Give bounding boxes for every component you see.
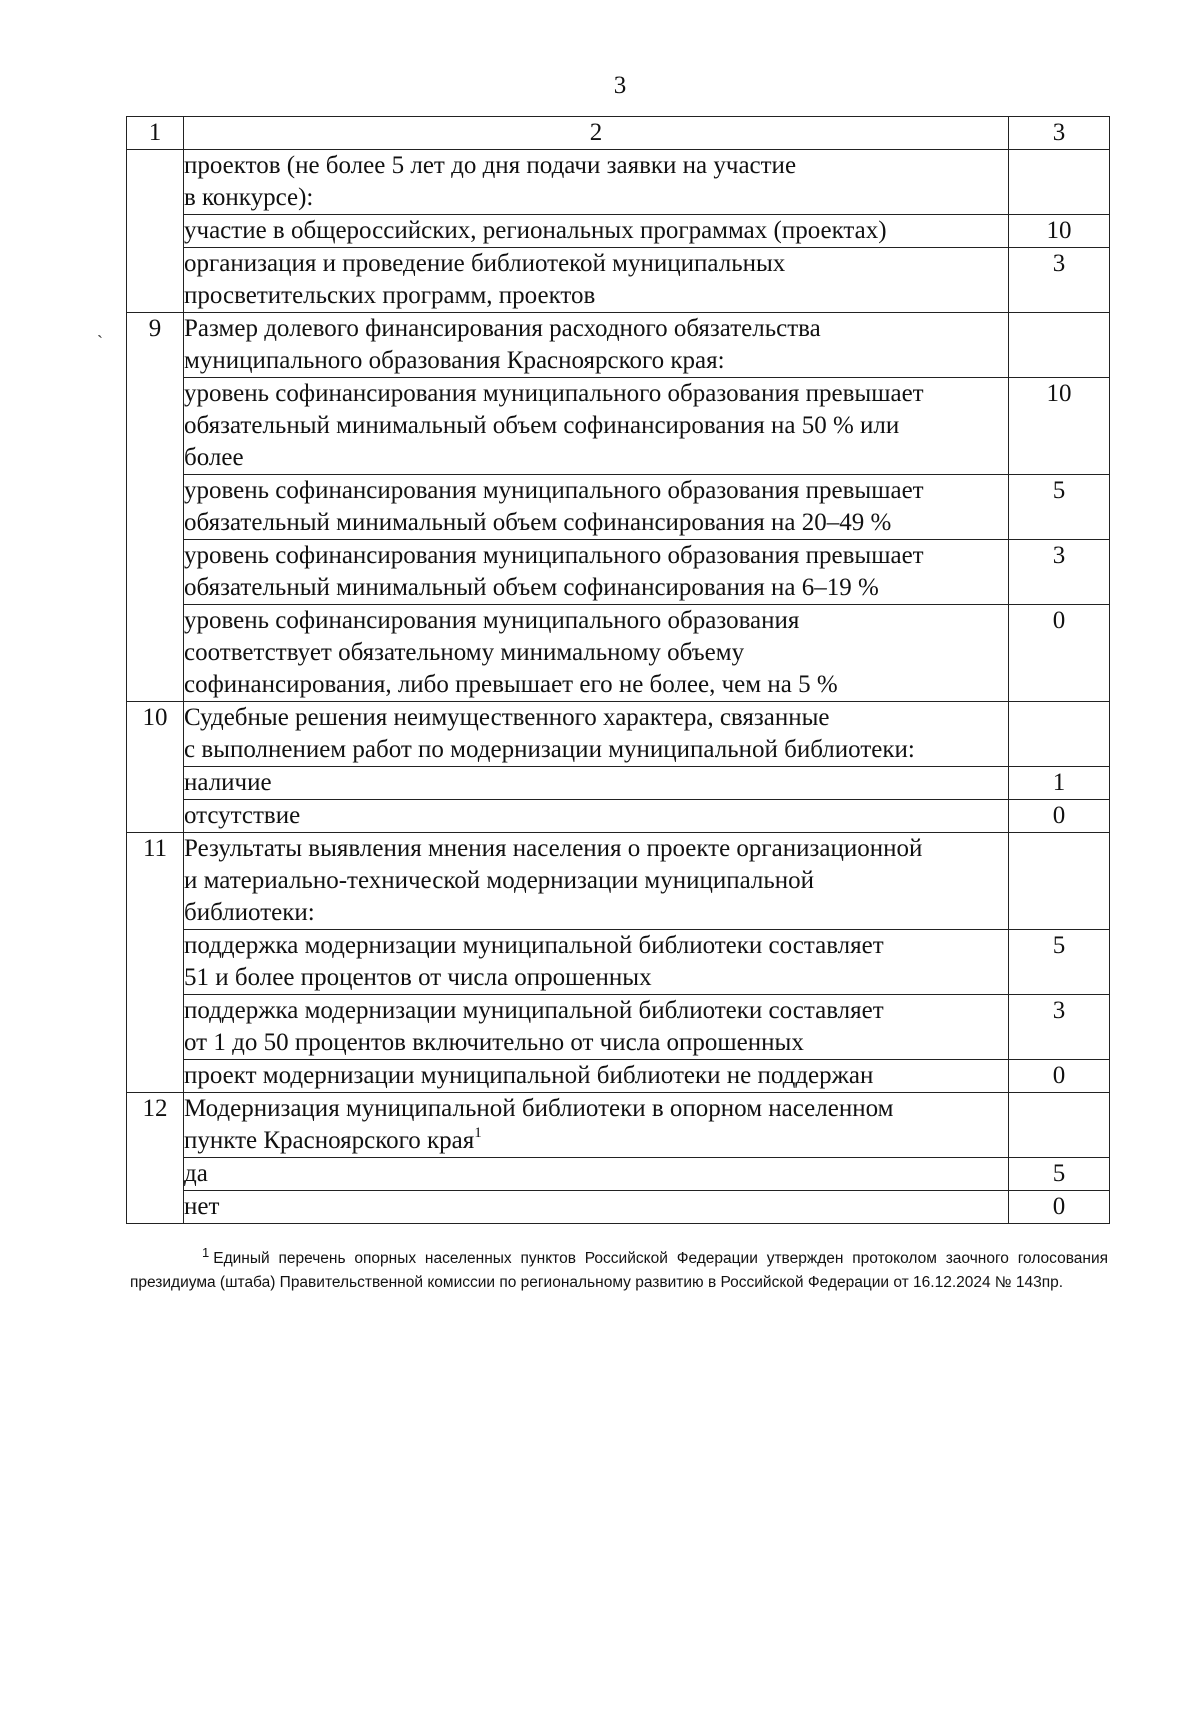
criterion-text: Размер долевого финансирования расходного обязательства муниципального образования Красноярского края: (184, 313, 1009, 378)
criterion-text: организация и проведение библиотекой муниципальных просветительских программ, проектов (184, 248, 1009, 313)
table-header-row (127, 117, 1110, 150)
criterion-text: уровень софинансирования муниципального образования соответствует обязательному минимальному объему софинансирования, либо превышает его не более, чем на 5 % (184, 605, 1009, 702)
header-col-3: 3 (1009, 117, 1110, 150)
margin-mark: ˏ (97, 318, 103, 338)
row-number: 11 (127, 833, 184, 1093)
table-row (127, 800, 1110, 833)
criterion-text: уровень софинансирования муниципального образования превышает обязательный минимальный объем софинансирования на 50 % или более (184, 378, 1009, 475)
table-row (127, 930, 1110, 995)
score-cell: 3 (1009, 540, 1110, 605)
table-row (127, 215, 1110, 248)
footnote-reference: 1 (474, 1124, 482, 1141)
row-number (127, 150, 184, 313)
score-cell: 0 (1009, 1191, 1110, 1224)
score-cell: 0 (1009, 1060, 1110, 1093)
table-row (127, 767, 1110, 800)
criteria-table (126, 116, 1110, 1224)
criterion-text: проектов (не более 5 лет до дня подачи заявки на участие в конкурсе): (184, 150, 1009, 215)
table-row (127, 248, 1110, 313)
footnote-mark: 1 (202, 1245, 210, 1260)
row-number: 9 (127, 313, 184, 702)
page-number: 3 (613, 72, 627, 99)
table-row (127, 702, 1110, 767)
table-row (127, 1191, 1110, 1224)
footnote-text: Единый перечень опорных населенных пунктов Российской Федерации утвержден протоколом заочного голосования президиума (штаба) Правительственной комиссии по региональному развитию в Российской Федерации от 16.12.2024 № 143пр. (130, 1250, 1108, 1291)
table-row (127, 313, 1110, 378)
score-cell: 1 (1009, 767, 1110, 800)
score-cell (1009, 150, 1110, 215)
criterion-text: поддержка модернизации муниципальной библиотеки составляет 51 и более процентов от числа опрошенных (184, 930, 1009, 995)
criterion-text: уровень софинансирования муниципального образования превышает обязательный минимальный объем софинансирования на 20–49 % (184, 475, 1009, 540)
score-cell: 10 (1009, 378, 1110, 475)
score-cell (1009, 833, 1110, 930)
score-cell: 5 (1009, 475, 1110, 540)
score-cell: 0 (1009, 605, 1110, 702)
score-cell: 0 (1009, 800, 1110, 833)
table-row (127, 475, 1110, 540)
score-cell (1009, 313, 1110, 378)
header-col-1: 1 (127, 117, 184, 150)
criterion-text: Модернизация муниципальной библиотеки в опорном населенном пункте Красноярского края (184, 1095, 894, 1154)
table-row (127, 1093, 1110, 1158)
table-row (127, 540, 1110, 605)
table-row (127, 1158, 1110, 1191)
criterion-text: отсутствие (184, 800, 1009, 833)
criterion-text: участие в общероссийских, региональных программах (проектах) (184, 215, 1009, 248)
score-cell: 5 (1009, 1158, 1110, 1191)
table-row (127, 1060, 1110, 1093)
footnote (130, 1247, 1108, 1295)
score-cell: 3 (1009, 248, 1110, 313)
header-col-2: 2 (184, 117, 1009, 150)
criterion-text: наличие (184, 767, 1009, 800)
score-cell (1009, 1093, 1110, 1158)
table-row (127, 378, 1110, 475)
row-number: 10 (127, 702, 184, 833)
criterion-text: проект модернизации муниципальной библиотеки не поддержан (184, 1060, 1009, 1093)
table-row (127, 150, 1110, 215)
criterion-text: Судебные решения неимущественного характера, связанные с выполнением работ по модернизации муниципальной библиотеки: (184, 702, 1009, 767)
table-row (127, 605, 1110, 702)
score-cell: 5 (1009, 930, 1110, 995)
criterion-text: Результаты выявления мнения населения о проекте организационной и материально-технической модернизации муниципальной библиотеки: (184, 833, 1009, 930)
criterion-text: нет (184, 1191, 1009, 1224)
table-row (127, 833, 1110, 930)
criterion-text: да (184, 1158, 1009, 1191)
row-number: 12 (127, 1093, 184, 1224)
criterion-text: уровень софинансирования муниципального образования превышает обязательный минимальный объем софинансирования на 6–19 % (184, 540, 1009, 605)
criterion-text: поддержка модернизации муниципальной библиотеки составляет от 1 до 50 процентов включительно от числа опрошенных (184, 995, 1009, 1060)
score-cell (1009, 702, 1110, 767)
criterion-cell (184, 1093, 1009, 1158)
score-cell: 3 (1009, 995, 1110, 1060)
score-cell: 10 (1009, 215, 1110, 248)
table-row (127, 995, 1110, 1060)
